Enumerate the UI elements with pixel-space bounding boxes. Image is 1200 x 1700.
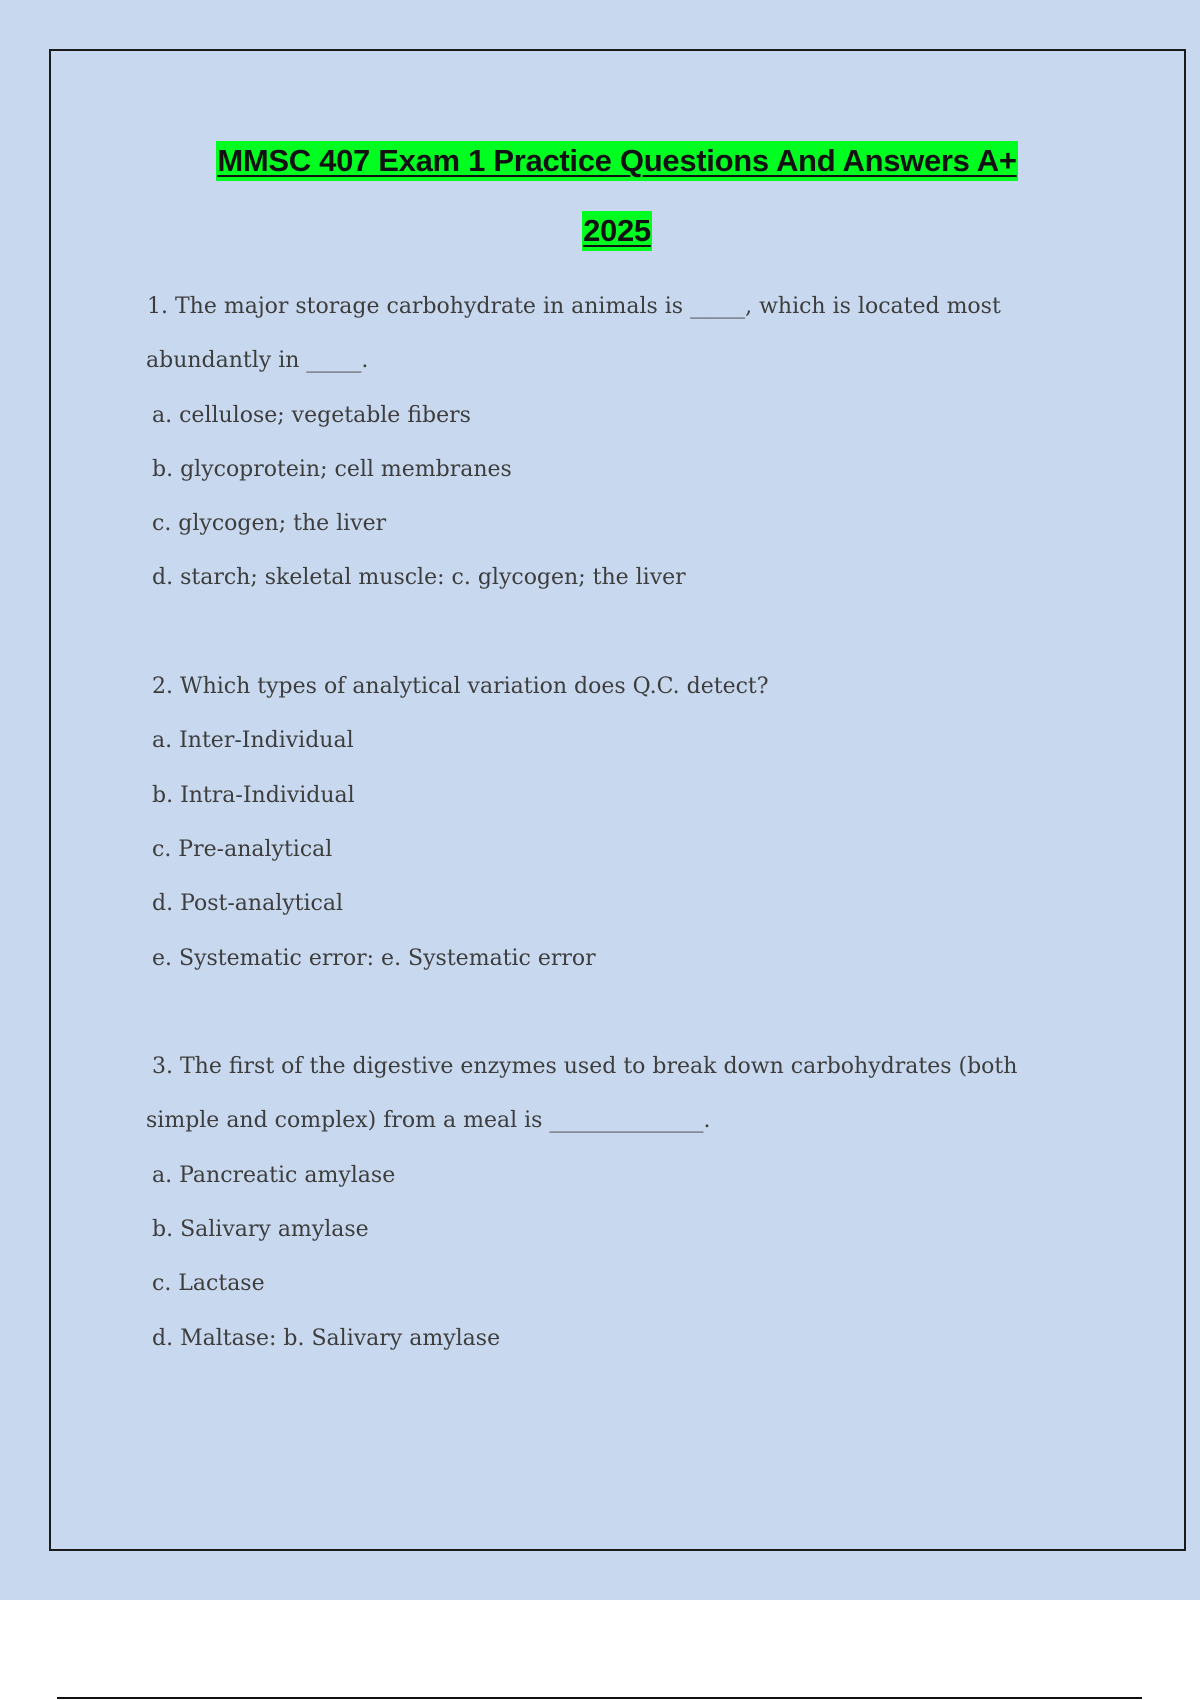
answer-option: d. starch; skeletal muscle: c. glycogen; the liver	[152, 565, 686, 591]
question-3	[146, 1040, 1046, 1366]
spacer	[146, 986, 1046, 1040]
answer-option: a. Pancreatic amylase	[152, 1162, 396, 1188]
spacer	[146, 606, 1046, 660]
answer-option: b. Salivary amylase	[152, 1217, 369, 1243]
answer-option: d. Maltase: b. Salivary amylase	[152, 1325, 501, 1351]
questions-content	[146, 280, 1046, 1366]
answer-option: c. Lactase	[152, 1271, 265, 1297]
question-text-line: 1. The major storage carbohydrate in animals is _____, which is located most	[147, 294, 1001, 319]
title-line-2: 2025	[582, 211, 652, 251]
question-text-line: abundantly in _____.	[146, 348, 369, 374]
question-text-line: 2. Which types of analytical variation does Q.C. detect?	[152, 674, 769, 700]
answer-option: a. cellulose; vegetable fibers	[152, 402, 471, 428]
question-text-line: 3. The first of the digestive enzymes used to break down carbohydrates (both	[152, 1054, 1018, 1080]
title-line-1: MMSC 407 Exam 1 Practice Questions And Answers A+	[216, 141, 1017, 181]
answer-option: c. glycogen; the liver	[152, 511, 387, 537]
answer-option: c. Pre-analytical	[152, 836, 333, 862]
question-2	[146, 660, 1046, 986]
question-text-line: simple and complex) from a meal is ______________.	[146, 1108, 711, 1134]
question-1	[146, 280, 1046, 606]
answer-option: d. Post-analytical	[152, 891, 344, 917]
answer-option: a. Inter-Individual	[152, 728, 354, 754]
footer-rule	[57, 1697, 1142, 1699]
document-title	[0, 141, 1200, 251]
answer-option: b. Intra-Individual	[152, 782, 355, 808]
answer-option: e. Systematic error: e. Systematic error	[152, 945, 596, 971]
answer-option: b. glycoprotein; cell membranes	[152, 456, 512, 482]
